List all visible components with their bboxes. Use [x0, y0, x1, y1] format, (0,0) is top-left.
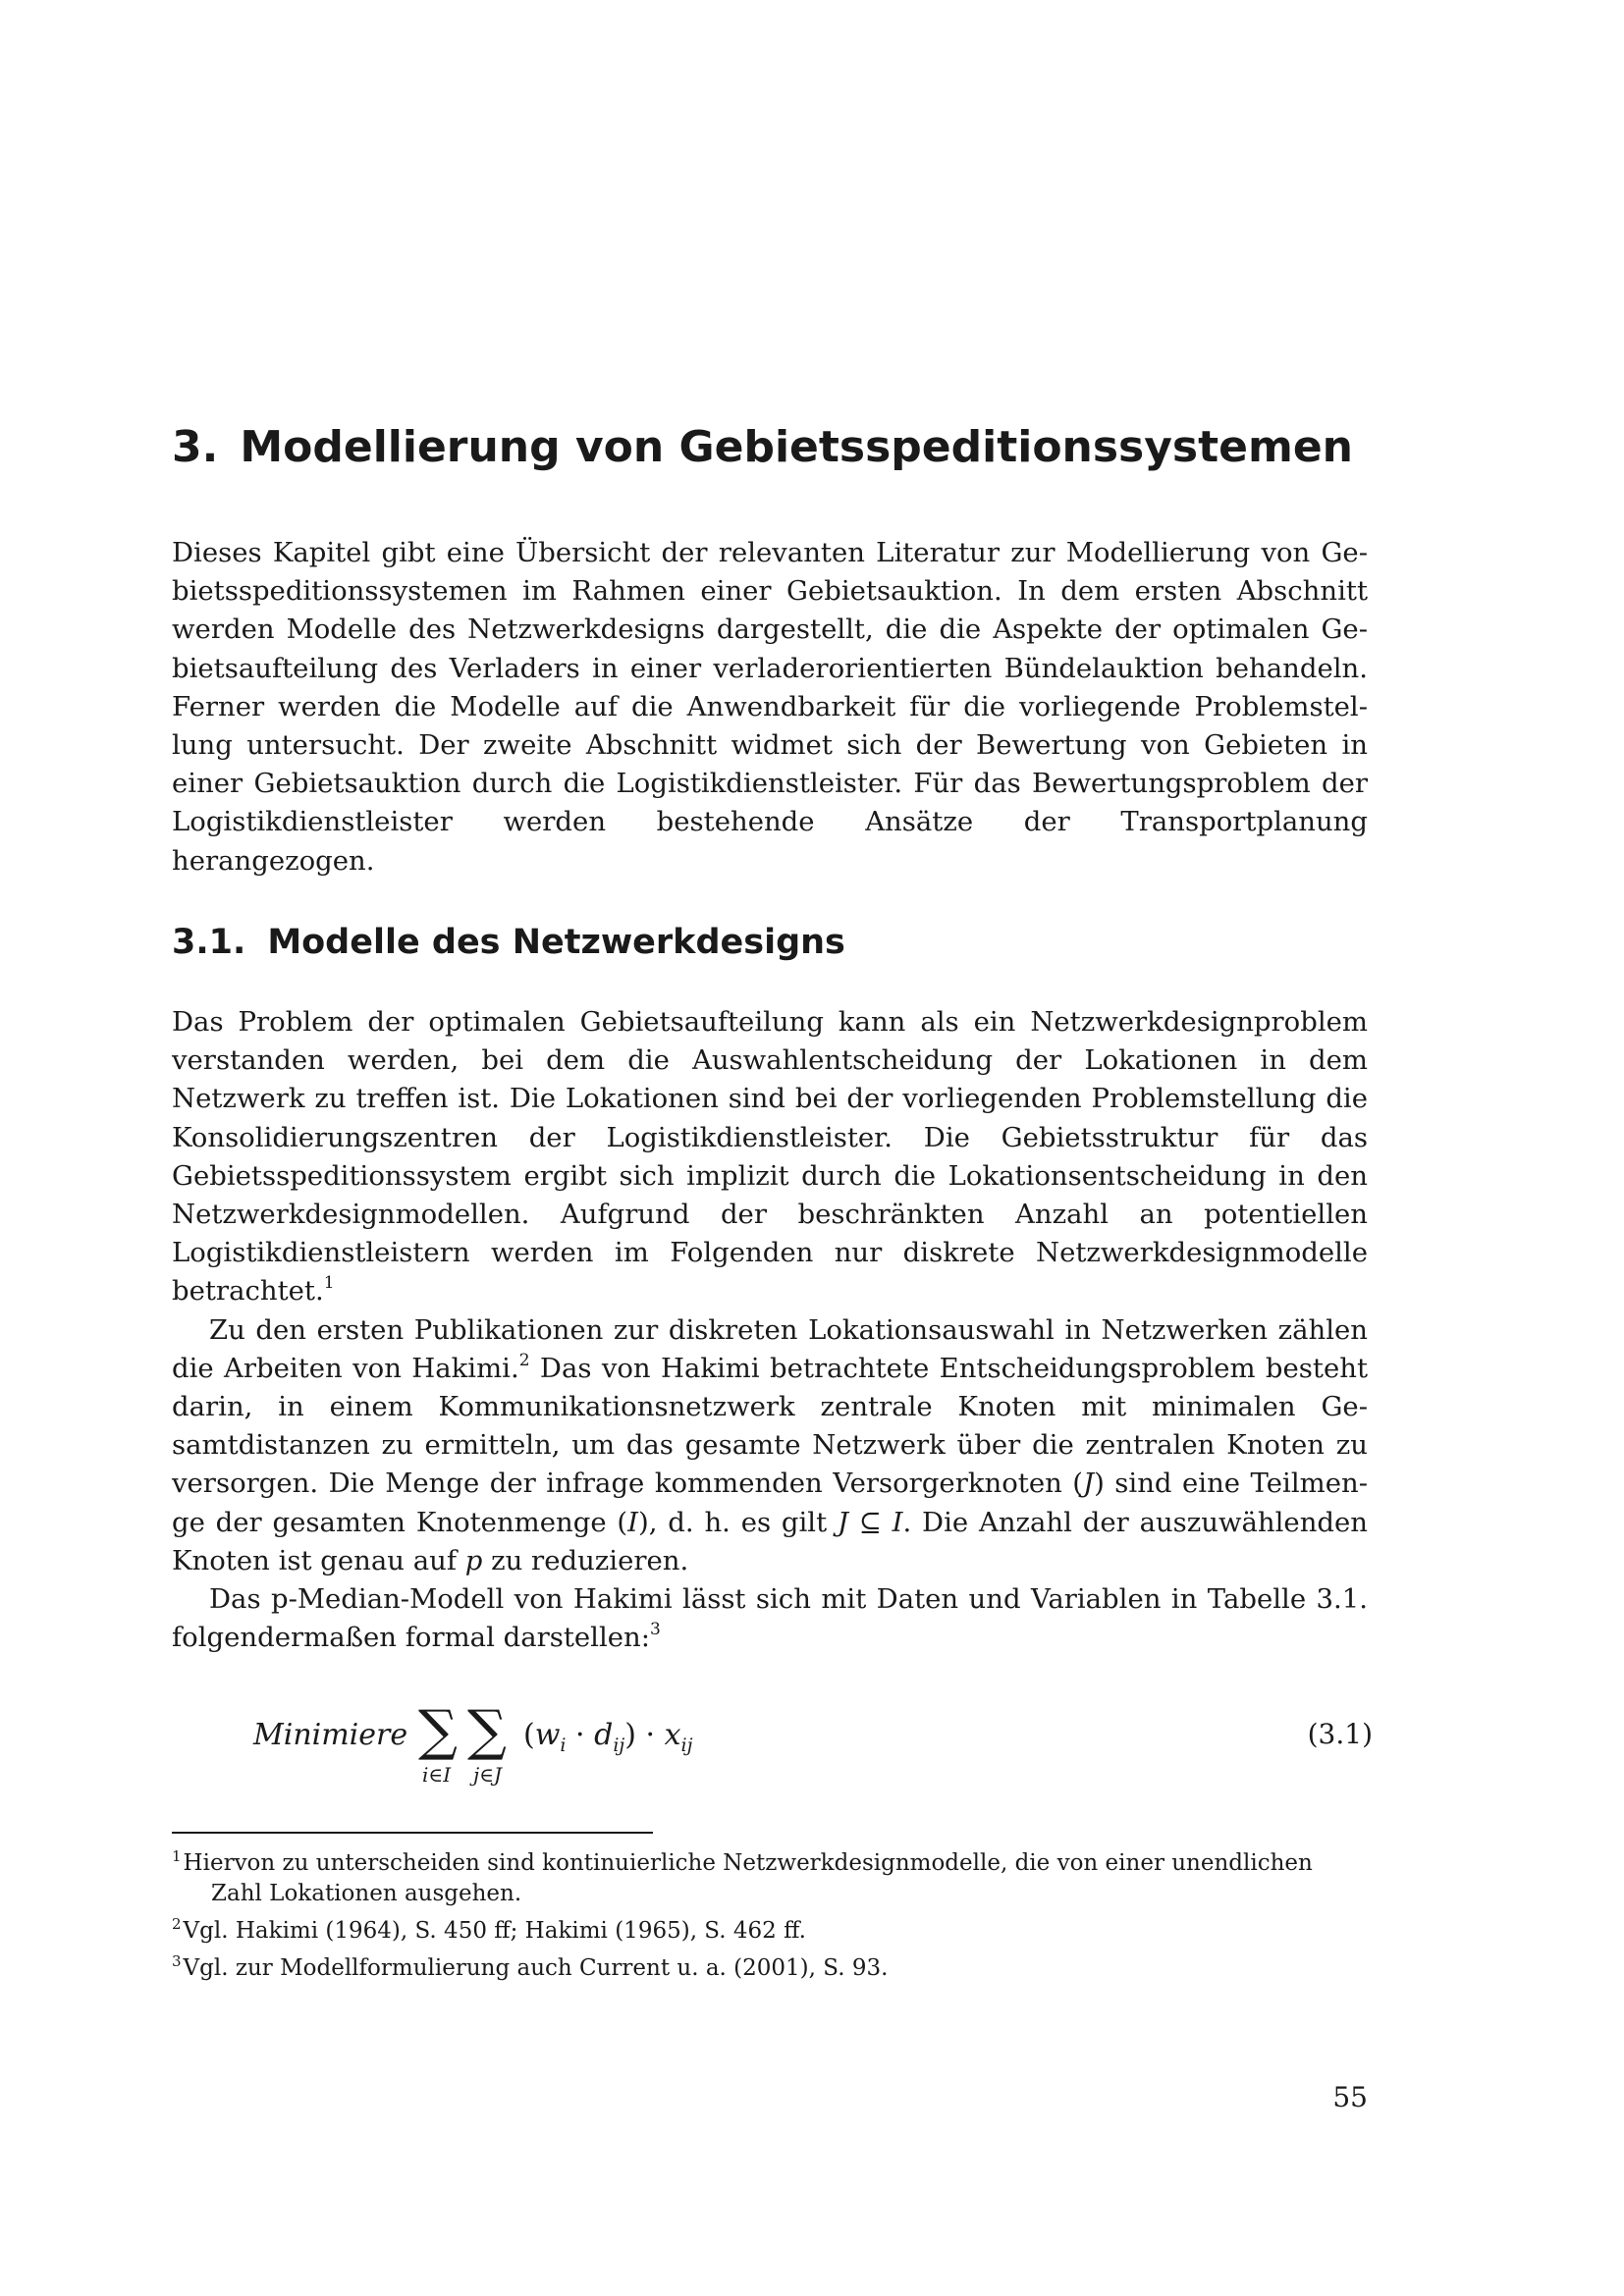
footnote-2-mark: 2 [172, 1915, 182, 1933]
footnote-3 [172, 1947, 1368, 1984]
paragraph-1 [172, 1003, 1368, 1311]
section-number: 3.1. [172, 923, 246, 962]
chapter-title-text: Modellierung von Gebietsspeditionssystemen [240, 422, 1354, 472]
math-subset-expression: J ⊆ I [837, 1506, 903, 1538]
paragraph-2 [172, 1311, 1368, 1580]
eq-paren-close: ) · [624, 1718, 665, 1752]
equation-number: (3.1) [1307, 1718, 1373, 1750]
paragraph-2-text-d: ), d. h. es gilt [638, 1506, 838, 1538]
sum-index-j: j∈J [473, 1763, 503, 1787]
section-title-text: Modelle des Netzwerkdesigns [267, 923, 845, 962]
footnote-1-mark: 1 [172, 1847, 182, 1865]
intro-paragraph [172, 534, 1368, 881]
paragraph-2-text-a: Zu den ersten Publikationen zur diskreten Lokationsauswahl in Netzwerken zählen die Arbeiten von Hakimi. [172, 1313, 1368, 1384]
paragraph-2-text-c: ) sind eine Teilmenge der gesamten Knotenmenge ( [172, 1468, 1368, 1538]
footnote-3-mark: 3 [172, 1952, 182, 1970]
footnote-1 [172, 1842, 1368, 1879]
eq-d: d [594, 1718, 614, 1752]
eq-x: x [664, 1718, 681, 1752]
page-number: 55 [1332, 2081, 1368, 2113]
paragraph-2-text-f: zu reduzieren. [482, 1544, 689, 1576]
footnotes [172, 1842, 1368, 1984]
math-var-J: J [1083, 1468, 1095, 1500]
eq-w-sub: i [560, 1735, 567, 1756]
footnote-1-text: Hiervon zu unterscheiden sind kontinuierliche Netzwerkdesignmodelle, die von einer unendlichen [183, 1850, 1313, 1876]
section-title [172, 923, 1380, 962]
footnote-3-text: Vgl. zur Modellformulierung auch Current u. a. (2001), S. 93. [183, 1955, 889, 1981]
paragraph-2-text-b: Das von Hakimi betrachtete Entscheidungsproblem besteht darin, in einem Kommunikationsnetzwerk zentrale Knoten mit minimalen Gesamtdistanzen zu ermitteln, um das gesamte Netzwerk über die zentralen Knoten zu versorgen. Die Menge der infrage kommenden Versorgerknoten ( [172, 1352, 1368, 1500]
footnote-1-cont-text: Zahl Lokationen ausgehen. [211, 1881, 522, 1906]
footnote-2-text: Vgl. Hakimi (1964), S. 450 ff; Hakimi (1965), S. 462 ff. [183, 1918, 806, 1944]
footnote-rule [172, 1832, 653, 1834]
chapter-title [172, 422, 1380, 472]
footnote-ref-2[interactable]: 2 [518, 1350, 530, 1370]
equation-3-1 [253, 1699, 1373, 1796]
footnote-1-continuation [172, 1879, 1368, 1909]
eq-dot: · [566, 1718, 595, 1752]
eq-paren-open: ( [523, 1718, 535, 1752]
equation-expression [523, 1718, 692, 1756]
footnote-2 [172, 1909, 1368, 1947]
math-var-p: p [464, 1544, 483, 1576]
sum-symbol-i: ∑ [418, 1699, 458, 1763]
paragraph-1-text: Das Problem der optimalen Gebietsaufteilung kann als ein Netzwerkdesignproblem verstanden werden, bei dem die Auswahlentscheidung der Lokationen in dem Netzwerk zu treffen ist. Die Lokationen sind bei der vorliegenden Problemstellung die Konsolidierungszentren der Logistikdienstleister. Die Gebietsstruktur für das Gebietsspeditionssystem ergibt sich implizit durch die Lokationsentscheidung in den Netzwerkdesignmodellen. Aufgrund der beschränkten Anzahl an potentiellen Logistikdienstleistern werden im Folgenden nur diskrete Netzwerkdesignmodelle betrachtet. [172, 1006, 1368, 1308]
chapter-number: 3. [172, 422, 219, 472]
sum-index-i: i∈I [422, 1763, 452, 1787]
equation-word: Minimiere [253, 1718, 408, 1752]
eq-w: w [534, 1718, 561, 1752]
math-var-I: I [627, 1506, 639, 1538]
sum-symbol-j: ∑ [467, 1699, 507, 1763]
eq-x-sub: ij [680, 1735, 693, 1756]
footnote-ref-1[interactable]: 1 [323, 1273, 335, 1294]
paragraph-2-text-e: . Die Anzahl der auszuwählenden Knoten ist genau auf [172, 1506, 1368, 1576]
section-body [172, 1003, 1368, 1657]
paragraph-3 [172, 1580, 1368, 1657]
footnote-ref-3[interactable]: 3 [650, 1620, 661, 1640]
paragraph-3-text: Das p-Median-Modell von Hakimi lässt sich mit Daten und Variablen in Tabelle 3.1. folgendermaßen formal darstellen: [172, 1583, 1368, 1654]
eq-d-sub: ij [613, 1735, 625, 1756]
intro-text: Dieses Kapitel gibt eine Übersicht der relevanten Literatur zur Modellierung von Gebietsspeditionssystemen im Rahmen einer Gebietsauktion. In dem ersten Abschnitt werden Modelle des Netzwerkdesigns dargestellt, die die Aspekte der optimalen Gebietsaufteilung des Verladers in einer verladerorientierten Bündelauktion behandeln. Ferner werden die Modelle auf die Anwendbarkeit für die vorliegende Problemstellung untersucht. Der zweite Abschnitt widmet sich der Bewertung von Gebieten in einer Gebietsauktion durch die Logistikdienstleister. Für das Bewertungsproblem der Logistikdienstleister werden bestehende Ansätze der Transportplanung herangezogen. [172, 537, 1368, 877]
